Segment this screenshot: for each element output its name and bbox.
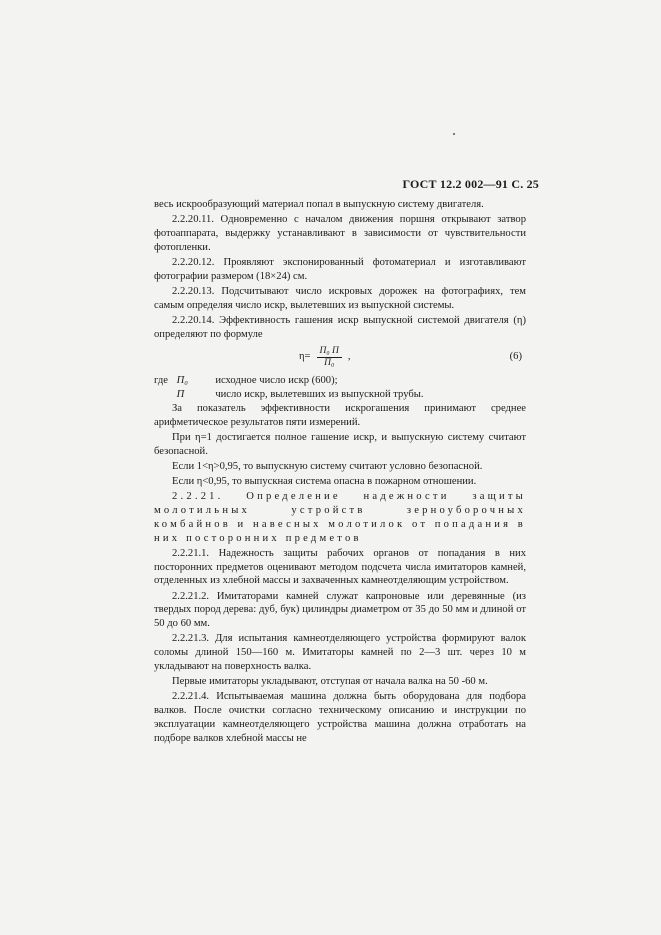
- scan-speck: [453, 133, 455, 135]
- where-symbol-2: П: [176, 388, 185, 400]
- where-line-1: [154, 374, 526, 388]
- paragraph-2-2-21-3: 2.2.21.3. Для испытания камнеотделяющего устройства формируют валок соломы длиной 150—160 м. Имитаторы камней по 2—3 шт. через 10 м укладывают на поверхность валка.: [154, 633, 526, 673]
- formula-6: [154, 344, 526, 372]
- where-definition-1: исходное число искр (600);: [215, 374, 338, 386]
- paragraph-2-2-20-12: 2.2.20.12. Проявляют экспонированный фотоматериал и изготавливают фотографии размером (18×24) см.: [154, 257, 526, 282]
- paragraph-2-2-20-11: 2.2.20.11. Одновременно с началом движения поршня открывают затвор фотоаппарата, выдержку устанавливают в зависимости от чувствительности фотопленки.: [154, 214, 526, 253]
- body-text: [154, 198, 526, 747]
- paragraph-2-2-21-1: 2.2.21.1. Надежность защиты рабочих органов от попадания в них посторонних предметов оценивают методом подсчета числа имитаторов камней, отделенных из хлебной массы и захваченных камнеотделяющим устройством.: [154, 547, 526, 587]
- where-symbol-1: П₀: [176, 374, 188, 386]
- paragraph-2-2-20-14: 2.2.20.14. Эффективность гашения искр выпускной системой двигателя (η) определяют по формуле: [154, 315, 526, 340]
- page-header: ГОСТ 12.2 002—91 С. 25: [402, 177, 539, 191]
- formula-tail: ,: [347, 351, 351, 363]
- where-line-2: [154, 388, 526, 402]
- where-lead: где: [154, 374, 168, 386]
- formula-number: (6): [509, 350, 522, 362]
- formula-fraction: [317, 346, 342, 369]
- formula-numerator: П₀ П: [317, 346, 342, 358]
- paragraph-average: За показатель эффективности искрогашения принимают среднее арифметическое результатов пяти измерений.: [154, 402, 526, 428]
- paragraph-2-2-21-2: 2.2.21.2. Имитаторами камней служат капроновые или деревянные (из твердых пород дерева: дуб, бук) цилиндры диаметром от 35 до 50 мм и длиной от 50 до 60 мм.: [154, 590, 526, 630]
- formula-denominator: П₀: [324, 357, 335, 368]
- section-heading-2-2-21: 2.2.21. Определение надежности защиты молотильных устройств зерноуборочных комбайнов и навесных молотилок от попадания в них посторонних предметов: [154, 490, 526, 544]
- paragraph-eta-095: Если 1<η>0,95, то выпускную систему считают условно безопасной.: [172, 460, 483, 472]
- paragraph-2-2-21-4: 2.2.21.4. Испытываемая машина должна быть оборудована для подбора валков. После очистки согласно техническому описанию и инструкции по эксплуатации камнеотделяющего устройства машина должна отработать на подборе валков хлебной массы не: [154, 691, 526, 745]
- paragraph-eta-less: Если η<0,95, то выпускная система опасна в пожарном отношении.: [172, 475, 477, 487]
- formula-expression: [299, 346, 351, 369]
- where-definition-2: число искр, вылетевших из выпускной трубы.: [215, 388, 424, 400]
- paragraph-first-imitators: Первые имитаторы укладывают, отступая от начала валка на 50 -60 м.: [172, 676, 488, 688]
- formula-lhs: η=: [299, 351, 311, 363]
- paragraph-2-2-20-13: 2.2.20.13. Подсчитывают число искровых дорожек на фотографиях, тем самым определяя число искр, вылетевших из выпускной системы.: [154, 286, 526, 311]
- paragraph-continuation: весь искрообразующий материал попал в выпускную систему двигателя.: [154, 199, 484, 210]
- paragraph-eta-1: При η=1 достигается полное гашение искр, и выпускную систему считают безопасной.: [154, 431, 526, 457]
